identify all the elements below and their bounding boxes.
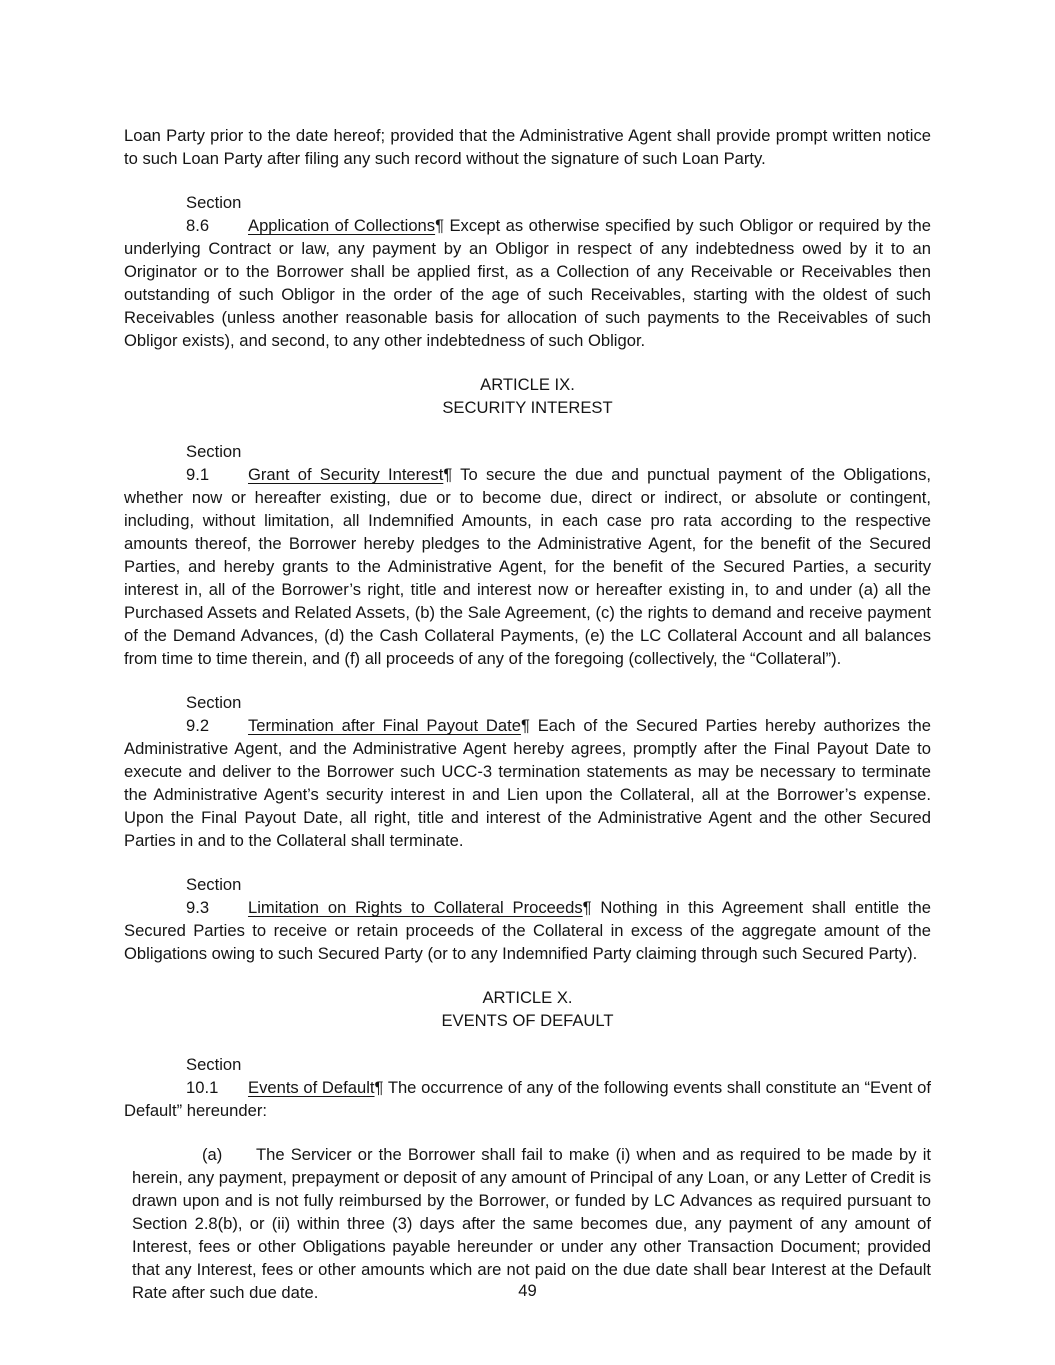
section-10-1	[124, 1053, 931, 1122]
section-8-6	[124, 191, 931, 352]
section-number: Section 9.3	[186, 875, 242, 917]
section-body: Nothing in this Agreement shall entitle the Secured Parties to receive or retain proceeds of the Collateral in excess of the aggregate amount of the Obligations owing to such Secured Party (or to any Indemnified Party claiming through such Secured Party).	[124, 898, 931, 963]
section-number: Section 8.6	[186, 193, 242, 235]
pilcrow-mark: ¶	[520, 716, 530, 735]
pilcrow-mark: ¶	[374, 1078, 384, 1097]
section-number: Section 9.1	[186, 442, 242, 484]
page-number: 49	[518, 1281, 537, 1300]
section-9-2	[124, 691, 931, 852]
article-heading-x	[124, 986, 931, 1032]
section-title: Application of Collections	[248, 216, 436, 235]
article-heading-ix	[124, 373, 931, 419]
article-label: ARTICLE IX.	[480, 375, 575, 394]
article-title: SECURITY INTEREST	[442, 398, 613, 417]
document-page	[124, 124, 931, 1304]
clause-body: The Servicer or the Borrower shall fail to make (i) when and as required to be made by it herein, any payment, prepayment or deposit of any amount of Principal of any Loan, or any Letter of Credit is drawn upon and is not fully reimbursed by the Borrower, or funded by LC Advances as required pursuant to Section 2.8(b), or (ii) within three (3) days after the same becomes due, any payment of any amount of Interest, fees or other Obligations payable hereunder or under any other Transaction Document; provided that any Interest, fees or other amounts which are not paid on the due date shall bear Interest at the Default Rate after such due date.	[132, 1145, 931, 1302]
section-number: Section 10.1	[186, 1055, 242, 1097]
section-body: To secure the due and punctual payment of the Obligations, whether now or hereafter existing, due or to become due, direct or indirect, or absolute or contingent, including, without limitation, all Indemnified Amounts, in each case pro rata according to the respective amounts thereof, the Borrower hereby pledges to the Administrative Agent, for the benefit of the Secured Parties, and hereby grants to the Administrative Agent, for the benefit of the Secured Parties, a security interest in, all of the Borrower’s right, title and interest now or hereafter existing in, to and under (a) all the Purchased Assets and Related Assets, (b) the Sale Agreement, (c) the rights to demand and receive payment of the Demand Advances, (d) the Cash Collateral Payments, (e) the LC Collateral Account and all balances from time to time therein, and (f) all proceeds of any of the foregoing (collectively, the “Collateral”).	[124, 465, 931, 668]
pilcrow-mark: ¶	[582, 898, 592, 917]
pilcrow-mark: ¶	[435, 216, 444, 235]
section-title: Events of Default	[248, 1078, 375, 1097]
article-title: EVENTS OF DEFAULT	[441, 1011, 614, 1030]
section-number: Section 9.2	[186, 693, 242, 735]
section-body: Each of the Secured Parties hereby authorizes the Administrative Agent, and the Administrative Agent hereby agrees, promptly after the Final Payout Date to execute and deliver to the Borrower such UCC-3 termination statements as may be necessary to terminate the Administrative Agent’s security interest in and Lien upon the Collateral, all at the Borrower’s expense. Upon the Final Payout Date, all right, title and interest of the Administrative Agent and the other Secured Parties in and to the Collateral shall terminate.	[124, 716, 931, 850]
section-9-3	[124, 873, 931, 965]
pilcrow-mark: ¶	[443, 465, 453, 484]
intro-paragraph: Loan Party prior to the date hereof; provided that the Administrative Agent shall provide prompt written notice to such Loan Party after filing any such record without the signature of such Loan Party.	[124, 126, 931, 168]
clause-a	[132, 1143, 931, 1304]
article-label: ARTICLE X.	[482, 988, 573, 1007]
section-9-1	[124, 440, 931, 670]
clause-label: (a)	[202, 1145, 223, 1164]
section-body: Except as otherwise specified by such Obligor or required by the underlying Contract or law, any payment by an Obligor in respect of any indebtedness owed by it to an Originator or to the Borrower shall be applied first, as a Collection of any Receivable or Receivables then outstanding of such Obligor in the order of the age of such Receivables, starting with the oldest of such Receivables (unless another reasonable basis for allocation of such payments to the Receivables of such Obligor exists), and second, to any other indebtedness of such Obligor.	[124, 216, 931, 350]
section-title: Termination after Final Payout Date	[248, 716, 521, 735]
section-title: Limitation on Rights to Collateral Proceeds	[248, 898, 583, 917]
section-title: Grant of Security Interest	[248, 465, 444, 484]
section-body: The occurrence of any of the following events shall constitute an “Event of Default” hereunder:	[124, 1078, 931, 1120]
